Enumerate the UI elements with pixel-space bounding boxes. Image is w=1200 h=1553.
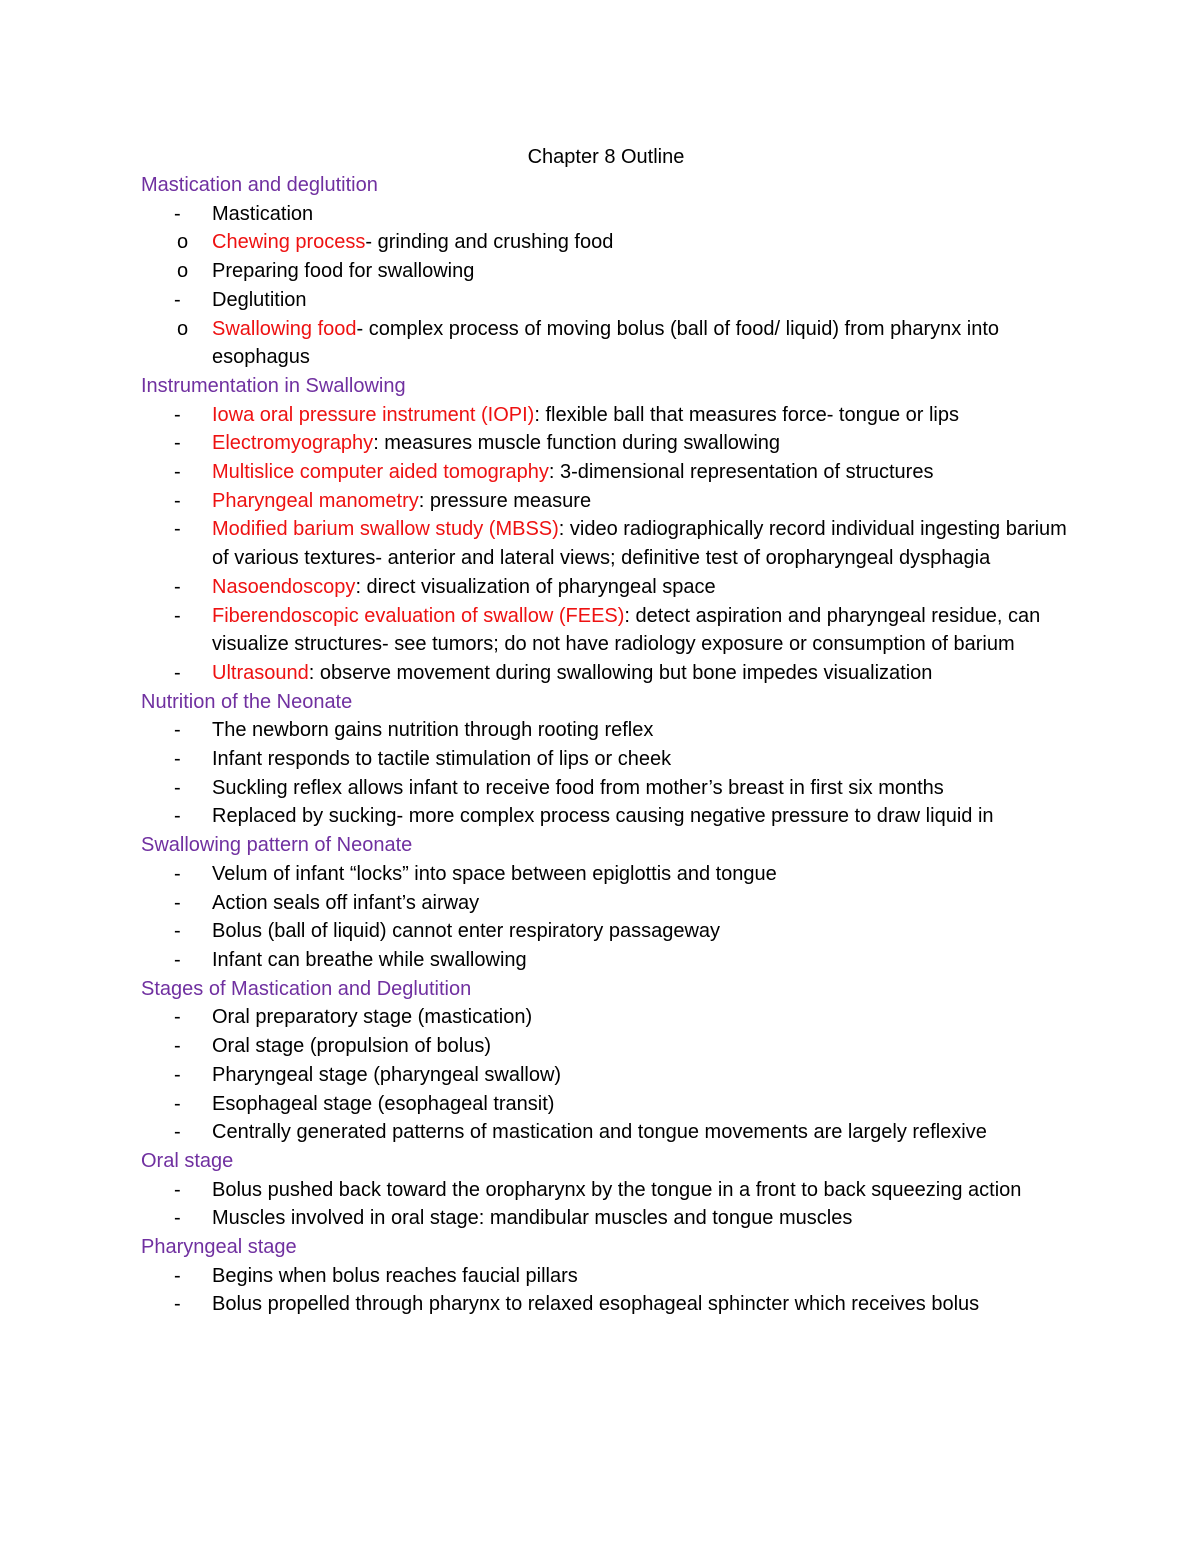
item-text: : measures muscle function during swallowing — [373, 432, 781, 455]
item-text: Velum of infant “locks” into space between epiglottis and tongue — [212, 862, 777, 885]
list-item — [141, 1003, 1071, 1032]
dash-bullet-icon: - — [174, 461, 181, 484]
list-item — [141, 1118, 1071, 1147]
list-item — [141, 860, 1071, 889]
dash-bullet-icon: - — [174, 432, 181, 455]
section-heading: Swallowing pattern of Neonate — [141, 834, 413, 857]
item-text: - complex process of moving bolus (ball of food/ liquid) from pharynx into esophagus — [212, 317, 1000, 369]
item-text: Centrally generated patterns of mastication and tongue movements are largely reflexive — [212, 1121, 987, 1144]
item-text: Infant responds to tactile stimulation of lips or cheek — [212, 748, 672, 771]
list-item — [141, 1290, 1071, 1319]
item-text: The newborn gains nutrition through rooting reflex — [212, 719, 654, 742]
document-page — [141, 143, 1071, 1319]
item-text: : video radiographically record individual ingesting barium of various textures- anterior and lateral views; definitive test of oropharyngeal dysphagia — [212, 518, 1067, 570]
dash-bullet-icon: - — [174, 288, 181, 311]
list-item — [141, 659, 1071, 688]
section-list — [141, 860, 1071, 975]
dash-bullet-icon: - — [174, 661, 181, 684]
list-item — [141, 774, 1071, 803]
dash-bullet-icon: - — [174, 518, 181, 541]
item-text: Muscles involved in oral stage: mandibular muscles and tongue muscles — [212, 1207, 853, 1230]
dash-bullet-icon: - — [174, 776, 181, 799]
item-text: - grinding and crushing food — [365, 231, 614, 254]
list-item — [141, 315, 1071, 372]
key-term: Modified barium swallow study (MBSS) — [212, 518, 559, 541]
key-term: Chewing process — [212, 231, 366, 254]
list-item — [141, 802, 1071, 831]
key-term: Ultrasound — [212, 661, 309, 684]
list-item — [141, 487, 1071, 516]
dash-bullet-icon: - — [174, 575, 181, 598]
item-text: : flexible ball that measures force- tongue or lips — [534, 403, 960, 426]
item-text: Infant can breathe while swallowing — [212, 948, 527, 971]
dash-bullet-icon: - — [174, 891, 181, 914]
list-item — [141, 429, 1071, 458]
key-term: Electromyography — [212, 432, 374, 455]
dash-bullet-icon: - — [174, 489, 181, 512]
list-item — [141, 1204, 1071, 1233]
key-term: Nasoendoscopy — [212, 575, 356, 598]
item-text: Preparing food for swallowing — [212, 260, 475, 283]
list-item — [141, 1090, 1071, 1119]
dash-bullet-icon: - — [174, 1121, 181, 1144]
list-item — [141, 515, 1071, 572]
item-text: Action seals off infant’s airway — [212, 891, 480, 914]
item-text: : observe movement during swallowing but bone impedes visualization — [308, 661, 933, 684]
page-title: Chapter 8 Outline — [527, 146, 685, 168]
section-list — [141, 1176, 1071, 1233]
section-list — [141, 1262, 1071, 1319]
section-heading: Mastication and deglutition — [141, 174, 378, 196]
list-item — [141, 257, 1071, 286]
list-item — [141, 228, 1071, 257]
dash-bullet-icon: - — [174, 948, 181, 971]
key-term: Fiberendoscopic evaluation of swallow (FEES) — [212, 604, 625, 627]
section-heading: Oral stage — [141, 1149, 234, 1172]
item-text: Deglutition — [212, 288, 307, 311]
item-text: Mastication — [212, 202, 314, 225]
item-text: Oral stage (propulsion of bolus) — [212, 1035, 492, 1058]
list-item — [141, 573, 1071, 602]
circle-bullet-icon: o — [177, 231, 189, 254]
dash-bullet-icon: - — [174, 1178, 181, 1201]
dash-bullet-icon: - — [174, 403, 181, 426]
item-text: : direct visualization of pharyngeal space — [355, 575, 716, 598]
dash-bullet-icon: - — [174, 1264, 181, 1287]
list-item — [141, 1176, 1071, 1205]
item-text: : 3-dimensional representation of structures — [548, 461, 934, 484]
dash-bullet-icon: - — [174, 1293, 181, 1316]
list-item — [141, 946, 1071, 975]
circle-bullet-icon: o — [177, 260, 189, 283]
list-item — [141, 1061, 1071, 1090]
section-heading: Stages of Mastication and Deglutition — [141, 977, 472, 1000]
dash-bullet-icon: - — [174, 862, 181, 885]
item-text: : pressure measure — [418, 489, 592, 512]
key-term: Swallowing food — [212, 317, 357, 340]
dash-bullet-icon: - — [174, 1035, 181, 1058]
dash-bullet-icon: - — [174, 1006, 181, 1029]
dash-bullet-icon: - — [174, 1207, 181, 1230]
section-heading: Instrumentation in Swallowing — [141, 374, 406, 397]
dash-bullet-icon: - — [174, 1092, 181, 1115]
item-text: Begins when bolus reaches faucial pillars — [212, 1264, 578, 1287]
circle-bullet-icon: o — [177, 317, 189, 340]
list-item — [141, 745, 1071, 774]
item-text: Esophageal stage (esophageal transit) — [212, 1092, 555, 1115]
list-item — [141, 401, 1071, 430]
key-term: Pharyngeal manometry — [212, 489, 419, 512]
list-item — [141, 286, 1071, 315]
outline-sections — [141, 171, 1071, 1319]
dash-bullet-icon: - — [174, 920, 181, 943]
item-text: Bolus propelled through pharynx to relaxed esophageal sphincter which receives bolus — [212, 1293, 980, 1316]
section-list — [141, 1003, 1071, 1147]
section-list — [141, 401, 1071, 688]
section-list — [141, 716, 1071, 831]
list-item — [141, 200, 1071, 229]
item-text: Suckling reflex allows infant to receive food from mother’s breast in first six months — [212, 776, 944, 799]
section-list — [141, 200, 1071, 372]
item-text: Pharyngeal stage (pharyngeal swallow) — [212, 1063, 562, 1086]
list-item — [141, 716, 1071, 745]
item-text: Bolus (ball of liquid) cannot enter respiratory passageway — [212, 920, 721, 943]
list-item — [141, 1262, 1071, 1291]
key-term: Iowa oral pressure instrument (IOPI) — [212, 403, 535, 426]
list-item — [141, 1032, 1071, 1061]
list-item — [141, 889, 1071, 918]
section-heading: Nutrition of the Neonate — [141, 690, 353, 713]
key-term: Multislice computer aided tomography — [212, 461, 549, 484]
dash-bullet-icon: - — [174, 604, 181, 627]
dash-bullet-icon: - — [174, 805, 181, 828]
item-text: : detect aspiration and pharyngeal residue, can visualize structures- see tumors; do not have radiology exposure or consumption of barium — [212, 604, 1041, 656]
dash-bullet-icon: - — [174, 1063, 181, 1086]
dash-bullet-icon: - — [174, 748, 181, 771]
item-text: Replaced by sucking- more complex process causing negative pressure to draw liquid in — [212, 805, 994, 828]
section-heading: Pharyngeal stage — [141, 1236, 297, 1259]
dash-bullet-icon: - — [174, 202, 181, 225]
list-item — [141, 917, 1071, 946]
item-text: Bolus pushed back toward the oropharynx by the tongue in a front to back squeezing action — [212, 1178, 1022, 1201]
dash-bullet-icon: - — [174, 719, 181, 742]
item-text: Oral preparatory stage (mastication) — [212, 1006, 533, 1029]
list-item — [141, 458, 1071, 487]
list-item — [141, 602, 1071, 659]
